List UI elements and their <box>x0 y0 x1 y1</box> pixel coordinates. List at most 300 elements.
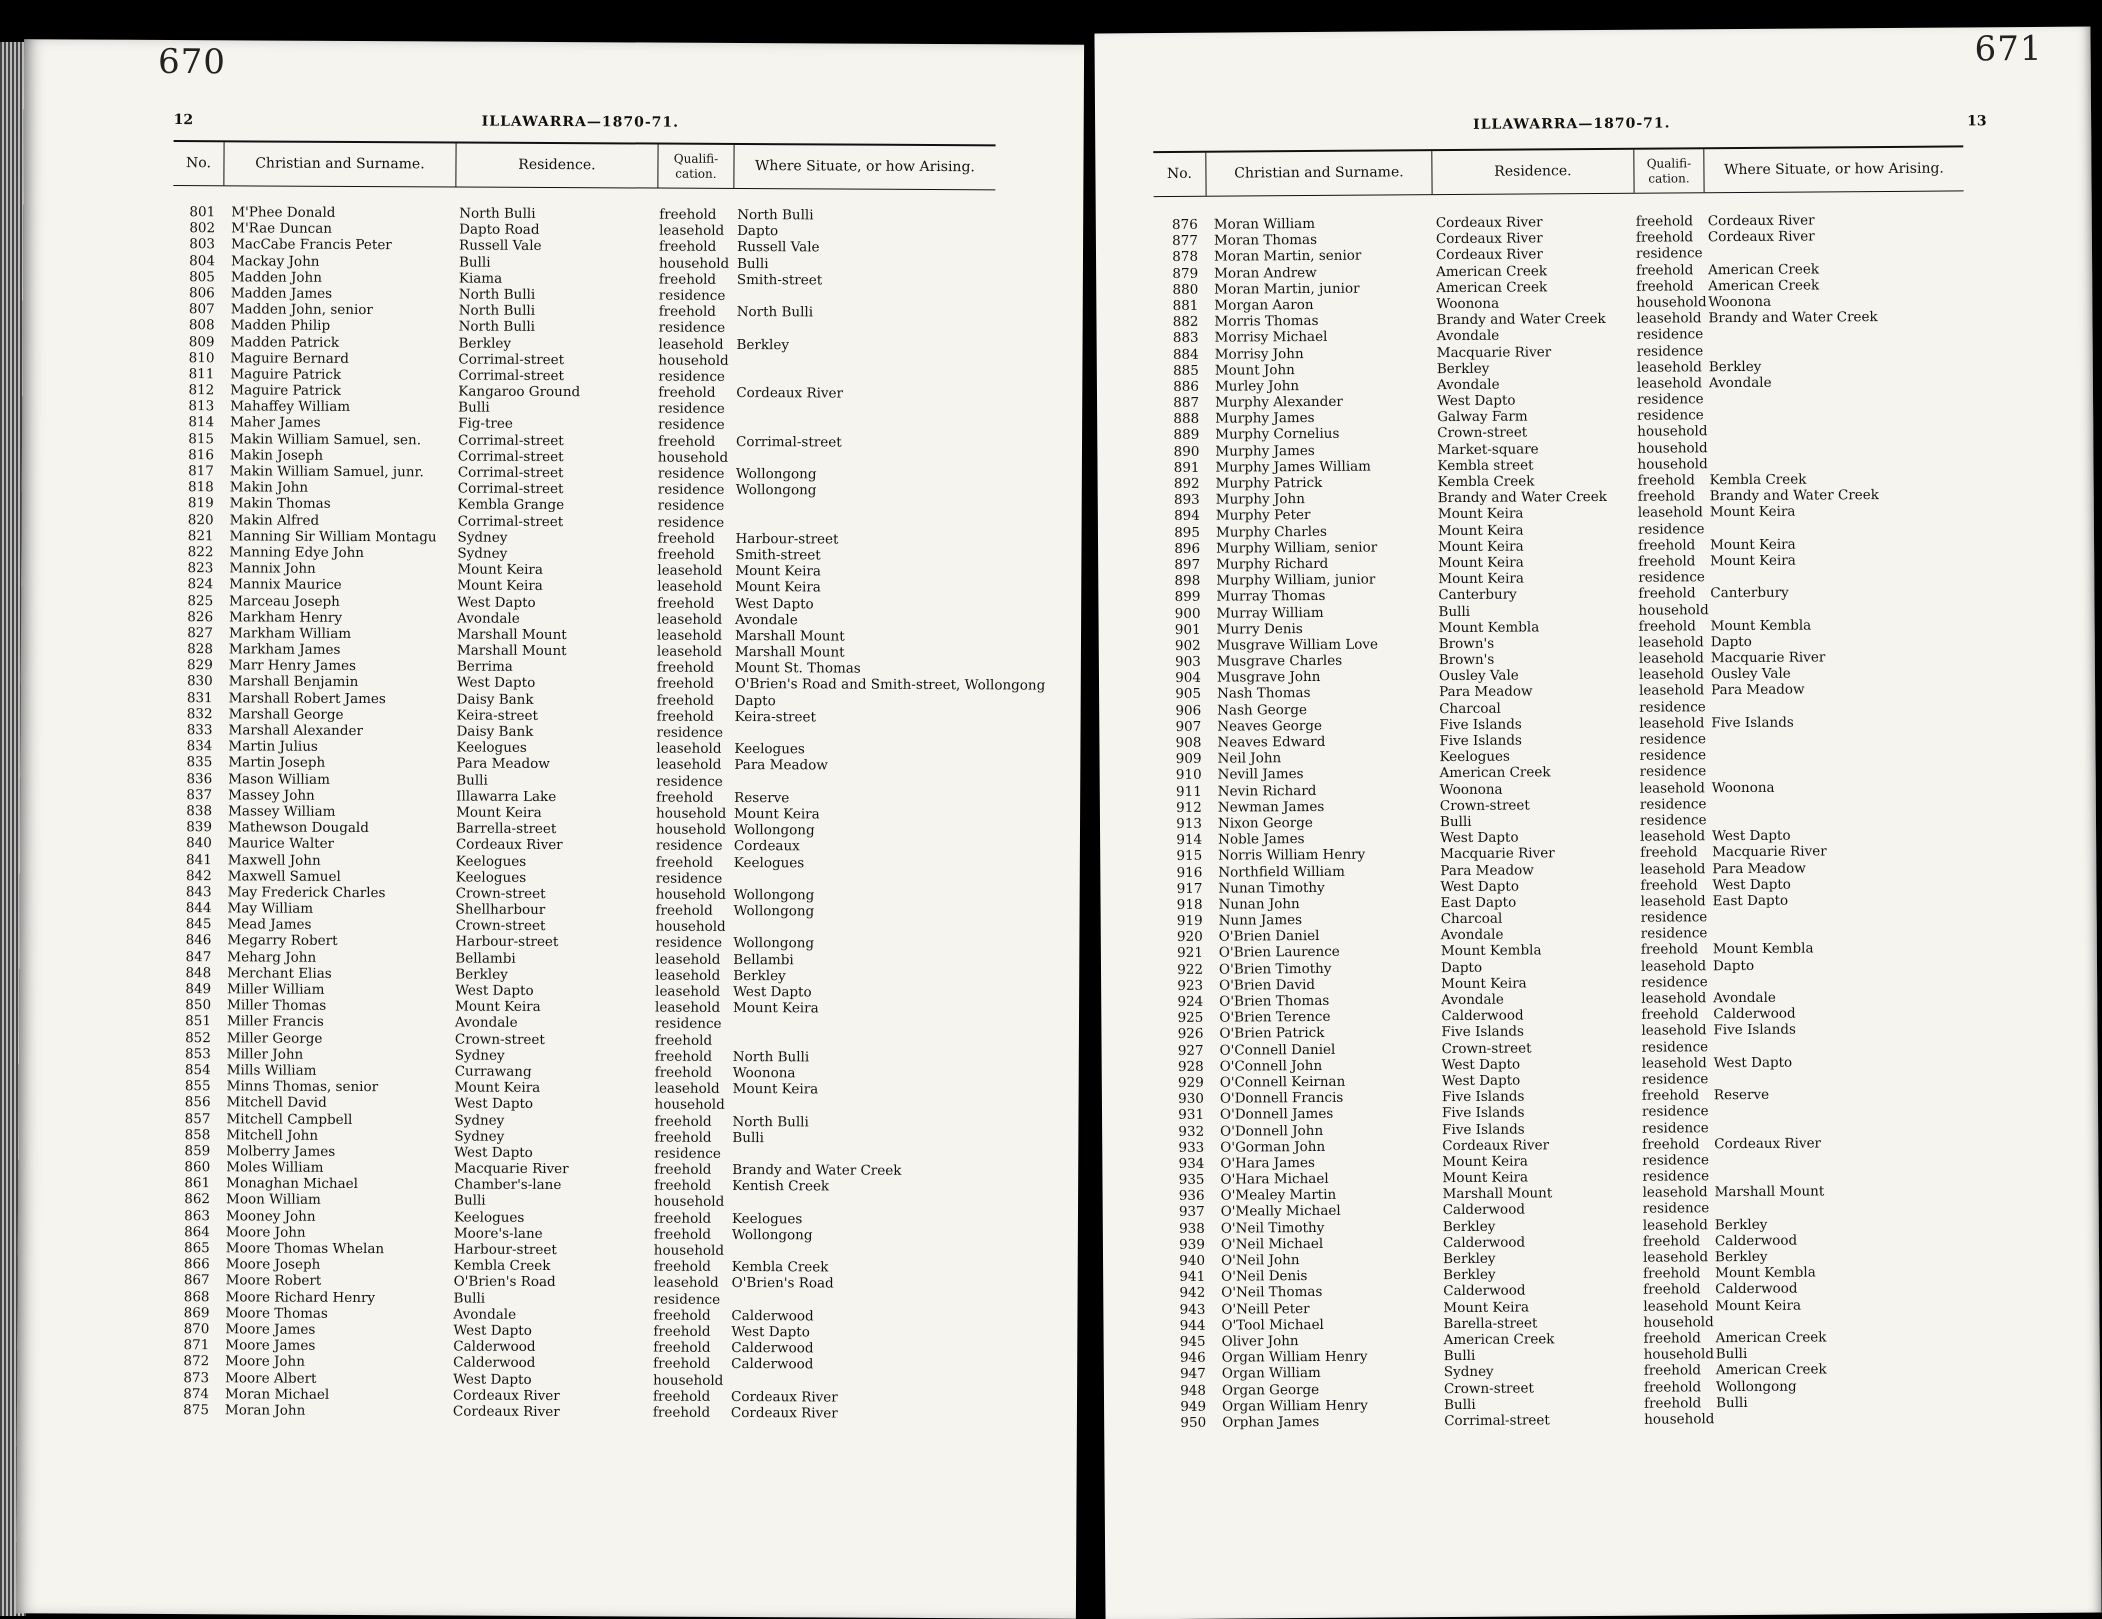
entry-qualification: residence <box>658 416 725 434</box>
entry-where: Berkley <box>1708 358 1762 375</box>
entry-residence: Chamber's-lane <box>454 1176 562 1194</box>
entry-residence: Kembla Creek <box>453 1257 551 1275</box>
entry-residence: Five Islands <box>1439 716 1522 733</box>
entry-where: Calderwood <box>731 1340 814 1357</box>
entry-where: Kentish Creek <box>732 1178 830 1195</box>
entry-qualification: household <box>655 918 726 936</box>
entry-qualification: leasehold <box>1641 1054 1707 1072</box>
entry-name: Marshall Alexander <box>228 722 363 740</box>
entry-name: Marshall George <box>228 706 344 723</box>
entry-name: Moore Robert <box>225 1272 322 1290</box>
entry-qualification: freehold <box>1636 278 1694 295</box>
entry-number: 885 <box>1172 362 1199 379</box>
entry-qualification: freehold <box>1636 261 1694 279</box>
entry-where: Cordeaux River <box>1714 1135 1822 1152</box>
entry-qualification: residence <box>658 287 726 304</box>
entry-residence: Market-square <box>1437 441 1539 458</box>
entry-name: Madden James <box>230 285 333 302</box>
entry-number: 834 <box>186 738 213 755</box>
entry-number: 873 <box>183 1369 210 1386</box>
entry-qualification: freehold <box>654 1048 713 1065</box>
entry-number: 812 <box>188 382 215 399</box>
entry-name: Madden Patrick <box>230 333 340 351</box>
entry-where <box>730 774 992 792</box>
entry-name: O'Donnell John <box>1220 1122 1324 1140</box>
entry-residence: Dapto Road <box>459 221 540 239</box>
entry-residence: Bellambi <box>455 950 516 967</box>
entry-number: 882 <box>1172 313 1199 331</box>
header-where: Where Situate, or how Arising. <box>1703 147 1963 192</box>
entry-number: 828 <box>187 641 213 658</box>
entry-name: Mitchell Campbell <box>226 1110 353 1128</box>
entry-residence: Crown-street <box>455 917 546 935</box>
entry-where <box>1710 1150 1970 1168</box>
entry-where: Wollongong <box>731 1226 813 1244</box>
entry-name: Makin Alfred <box>229 511 320 529</box>
entry-residence: Sydney <box>454 1047 505 1064</box>
entry-number: 853 <box>184 1045 211 1062</box>
entry-name: Massey William <box>228 803 336 820</box>
entry-qualification: leasehold <box>1636 358 1702 376</box>
entry-residence: Currawang <box>454 1063 532 1080</box>
entry-residence: Calderwood <box>453 1338 536 1356</box>
entry-qualification: leasehold <box>1643 1297 1709 1315</box>
entry-qualification: leasehold <box>653 1274 719 1292</box>
entry-where <box>729 1016 991 1034</box>
entry-residence: Mount Keira <box>1441 975 1527 992</box>
entry-qualification: freehold <box>658 303 716 320</box>
entry-name: Murphy William, senior <box>1216 539 1378 557</box>
entry-name: Musgrave William Love <box>1216 636 1379 654</box>
entry-name: Moran Thomas <box>1213 232 1318 249</box>
entry-where: Marshall Mount <box>734 627 845 645</box>
entry-number: 888 <box>1173 411 1200 428</box>
entry-number: 862 <box>184 1191 211 1208</box>
entry-number: 948 <box>1180 1382 1207 1399</box>
entry-number: 928 <box>1177 1058 1204 1075</box>
entry-number: 822 <box>187 544 214 561</box>
entry-number: 860 <box>184 1159 211 1176</box>
entry-where: Canterbury <box>1710 584 1789 602</box>
entry-where: American Creek <box>1708 261 1820 278</box>
entry-name: Moran Andrew <box>1214 264 1317 282</box>
entry-name: Madden John, senior <box>230 301 373 319</box>
entry-residence: Kembla Grange <box>457 496 565 514</box>
entry-name: Murphy William, junior <box>1216 571 1376 589</box>
entry-number: 894 <box>1174 508 1200 525</box>
entry-where: Avondale <box>1708 374 1772 392</box>
entry-qualification: household <box>1637 423 1708 441</box>
entry-qualification: household <box>658 352 729 369</box>
entry-number: 905 <box>1175 686 1202 703</box>
entry-where <box>728 1243 990 1261</box>
entry-name: Moran Michael <box>224 1385 330 1403</box>
entry-qualification: leasehold <box>1640 957 1707 975</box>
entry-residence: Calderwood <box>1443 1282 1526 1300</box>
right-page-number: 13 <box>1967 113 1987 130</box>
entry-where: Brandy and Water Creek <box>732 1162 902 1179</box>
entry-where <box>1710 1069 1970 1087</box>
entry-qualification: residence <box>1636 326 1704 344</box>
entry-qualification: residence <box>1639 795 1707 813</box>
entry-residence: Berkley <box>1442 1250 1496 1268</box>
entry-where <box>1705 454 1965 472</box>
entry-where <box>1711 1312 1971 1330</box>
entry-where: American Creek <box>1715 1329 1827 1347</box>
entry-number: 801 <box>189 204 216 221</box>
entry-qualification: freehold <box>1643 1394 1702 1412</box>
entry-name: Murphy Alexander <box>1215 393 1343 411</box>
entry-name: Molberry James <box>226 1143 336 1160</box>
entry-number: 938 <box>1178 1220 1205 1237</box>
entry-number: 943 <box>1179 1301 1206 1318</box>
entry-name: Madden Philip <box>230 317 331 335</box>
entry-where: West Dapto <box>1712 827 1791 845</box>
entry-qualification: household <box>656 805 727 822</box>
entry-residence: Five Islands <box>1441 1088 1525 1106</box>
entry-qualification: household <box>1643 1313 1714 1331</box>
entry-name: Moore Joseph <box>225 1256 321 1273</box>
entry-residence: Corrimal-street <box>458 351 565 368</box>
entry-number: 892 <box>1173 475 1200 492</box>
entry-qualification: leasehold <box>1640 893 1706 910</box>
entry-where <box>732 417 994 435</box>
entry-number: 859 <box>184 1142 211 1160</box>
entry-qualification: freehold <box>657 546 715 563</box>
entry-number: 924 <box>1177 993 1204 1010</box>
entry-where <box>1710 1102 1970 1120</box>
entry-residence: Cordeaux River <box>1435 230 1543 248</box>
entry-residence: Para Meadow <box>1440 861 1534 879</box>
entry-qualification: residence <box>653 1291 721 1308</box>
entry-residence: West Dapto <box>1440 829 1519 847</box>
entry-name: Maurice Walter <box>227 835 335 853</box>
entry-residence: West Dapto <box>1441 1056 1521 1073</box>
entry-qualification: residence <box>658 319 726 337</box>
entry-where: Mount Kembla <box>1710 617 1812 634</box>
entry-residence: North Bulli <box>459 205 536 222</box>
entry-qualification: leasehold <box>659 222 725 240</box>
entry-where: West Dapto <box>733 983 812 1001</box>
entry-qualification: household <box>1638 601 1709 619</box>
entry-name: Miller John <box>226 1046 304 1063</box>
entry-number: 934 <box>1178 1155 1205 1172</box>
entry-number: 827 <box>187 624 214 642</box>
entry-where <box>1704 244 1964 262</box>
entry-residence: Bulli <box>458 399 490 416</box>
entry-qualification: freehold <box>1640 941 1699 959</box>
entry-residence: Mount Keira <box>1442 1153 1529 1170</box>
entry-name: Morrisy Michael <box>1214 329 1328 346</box>
entry-residence: Corrimal-street <box>458 367 565 384</box>
entry-number: 886 <box>1173 378 1199 395</box>
entry-name: Maher James <box>230 414 321 432</box>
entry-qualification: freehold <box>1643 1330 1701 1347</box>
entry-number: 896 <box>1174 540 1201 557</box>
entry-qualification: leasehold <box>656 643 723 660</box>
entry-name: Neil John <box>1217 750 1282 767</box>
entry-name: Maxwell Samuel <box>227 868 341 885</box>
entry-number: 919 <box>1176 912 1203 930</box>
entry-where <box>1709 924 1969 942</box>
entry-qualification: freehold <box>654 1113 712 1130</box>
entry-where: Keira-street <box>734 708 816 726</box>
entry-name: Maguire Patrick <box>230 366 342 383</box>
entry-qualification: freehold <box>656 789 714 806</box>
entry-number: 835 <box>186 754 213 771</box>
entry-number: 915 <box>1176 848 1203 865</box>
entry-number: 906 <box>1175 702 1202 719</box>
entry-number: 824 <box>187 576 214 593</box>
entry-residence: Bulli <box>1443 1347 1476 1365</box>
entry-qualification: residence <box>654 1145 721 1162</box>
entry-where: Bulli <box>732 1129 765 1146</box>
entry-where: Mount St. Thomas <box>734 660 861 677</box>
entry-number: 851 <box>185 1013 212 1030</box>
entry-residence: Sydney <box>454 1112 505 1129</box>
entry-residence: Kangaroo Ground <box>458 383 581 401</box>
entry-residence: Macquarie River <box>454 1160 569 1178</box>
entry-name: Murphy James William <box>1215 458 1372 476</box>
entry-name: Murphy Cornelius <box>1215 426 1340 444</box>
entry-name: Musgrave John <box>1216 669 1321 686</box>
entry-residence: Calderwood <box>453 1354 536 1372</box>
entry-name: Marshall Benjamin <box>228 673 359 691</box>
entry-number: 803 <box>189 236 216 253</box>
entry-residence: Calderwood <box>1442 1234 1526 1251</box>
entry-number: 944 <box>1179 1317 1206 1334</box>
entry-qualification: residence <box>1638 569 1705 586</box>
entry-where <box>1711 1199 1971 1217</box>
entry-where: Reserve <box>734 789 790 807</box>
entry-name: Moore James <box>225 1321 316 1338</box>
entry-residence: Mount Keira <box>1443 1299 1530 1316</box>
entry-name: Norris William Henry <box>1218 846 1366 864</box>
entry-name: Morrisy John <box>1214 345 1304 363</box>
entry-residence: American Creek <box>1443 1331 1555 1349</box>
entry-name: Maguire Bernard <box>230 350 349 367</box>
entry-qualification: leasehold <box>1637 504 1703 522</box>
entry-residence: Bulli <box>458 254 491 271</box>
entry-where: American Creek <box>1715 1361 1827 1379</box>
entry-where <box>730 725 992 743</box>
entry-name: O'Connell Keirnan <box>1219 1073 1346 1091</box>
entry-name: Organ William <box>1221 1365 1321 1382</box>
entry-name: Nunan John <box>1218 895 1300 913</box>
entry-qualification: residence <box>655 934 723 952</box>
entry-name: Miller George <box>226 1029 323 1047</box>
entry-where <box>1710 1118 1970 1136</box>
entry-residence: Daisy Bank <box>456 691 534 708</box>
entry-where: Keelogues <box>731 1210 803 1227</box>
entry-where: West Dapto <box>735 595 814 612</box>
entry-qualification: leasehold <box>1640 860 1706 878</box>
entry-number: 808 <box>188 317 215 334</box>
entry-name: Massey John <box>228 787 315 804</box>
entry-qualification: household <box>1636 294 1707 311</box>
entry-name: Organ William Henry <box>1222 1397 1368 1415</box>
entry-where: O'Brien's Road and Smith-street, Wollongong <box>734 676 1046 695</box>
entry-where <box>1705 406 1965 424</box>
entry-qualification: leasehold <box>1642 1216 1708 1234</box>
entry-where: Corrimal-street <box>735 433 842 451</box>
entry-name: Neaves George <box>1217 717 1323 735</box>
entry-qualification: leasehold <box>655 967 721 984</box>
entry-residence: Avondale <box>1436 327 1500 345</box>
entry-where: North Bulli <box>737 206 814 224</box>
entry-number: 864 <box>184 1223 210 1241</box>
entry-where: Keelogues <box>733 854 805 871</box>
entry-residence: Brown's <box>1438 651 1495 669</box>
entry-qualification: residence <box>1639 763 1707 781</box>
left-folio: 670 <box>157 41 227 83</box>
left-running-head: ILLAWARRA—1870-71. <box>481 113 680 131</box>
entry-qualification: leasehold <box>657 578 723 596</box>
entry-qualification: residence <box>1641 1071 1709 1088</box>
entry-qualification: freehold <box>1638 553 1696 570</box>
entry-number: 895 <box>1174 524 1201 541</box>
entry-name: O'Neil Denis <box>1221 1268 1308 1285</box>
entry-residence: West Dapto <box>453 1371 532 1388</box>
entry-qualification: freehold <box>1642 1233 1701 1250</box>
entry-residence: Barella-street <box>1443 1315 1538 1332</box>
entry-name: Moran Martin, senior <box>1213 248 1362 266</box>
entry-residence: West Dapto <box>454 1095 534 1113</box>
entry-name: Neaves Edward <box>1217 733 1326 751</box>
entry-qualification: residence <box>1639 731 1707 748</box>
entry-name: Markham James <box>228 641 341 658</box>
entry-name: O'Gorman John <box>1220 1138 1326 1156</box>
entry-where: Macquarie River <box>1710 649 1826 667</box>
entry-residence: Charcoal <box>1439 700 1501 717</box>
entry-residence: Fig-tree <box>458 415 513 433</box>
entry-number: 910 <box>1175 767 1202 784</box>
entry-residence: Corrimal-street <box>457 448 564 465</box>
entry-residence: Russell Vale <box>459 237 542 255</box>
entry-residence: Woonona <box>1436 295 1500 313</box>
entry-number: 902 <box>1174 637 1201 654</box>
entry-qualification: residence <box>1641 1038 1709 1056</box>
entry-residence: Mount Keira <box>1438 570 1524 588</box>
entry-residence: American Creek <box>1436 279 1548 296</box>
entry-where <box>732 515 994 533</box>
entry-residence: West Dapto <box>454 1144 533 1161</box>
entry-qualification: freehold <box>653 1355 711 1373</box>
entry-residence: Para Meadow <box>1439 683 1533 701</box>
entry-name: M'Rae Duncan <box>231 220 333 238</box>
entry-name: O'Neil Thomas <box>1221 1284 1323 1302</box>
entry-where <box>1707 746 1967 764</box>
entry-name: Maxwell John <box>227 851 321 869</box>
entry-where: Wollongong <box>1715 1378 1797 1395</box>
entry-where <box>1709 907 1969 925</box>
entry-number: 845 <box>185 916 212 933</box>
entry-residence: Calderwood <box>1442 1201 1525 1219</box>
entry-qualification: freehold <box>654 1064 712 1081</box>
entry-where <box>1705 341 1965 359</box>
entry-name: O'Neil Timothy <box>1220 1219 1325 1237</box>
entry-number: 920 <box>1176 929 1203 946</box>
entry-name: O'Meally Michael <box>1220 1203 1341 1221</box>
entry-where: Five Islands <box>1713 1021 1796 1039</box>
entry-number: 856 <box>184 1094 211 1111</box>
entry-qualification: leasehold <box>1636 310 1702 327</box>
entry-residence: O'Brien's Road <box>453 1273 556 1291</box>
entry-where <box>727 1372 989 1390</box>
entry-number: 941 <box>1179 1268 1206 1286</box>
entry-number: 887 <box>1173 394 1200 412</box>
entry-where: Calderwood <box>1713 1005 1796 1023</box>
entry-number: 858 <box>184 1126 211 1143</box>
entry-residence: Berkley <box>1442 1218 1496 1235</box>
entry-residence: Crown-street <box>455 885 546 902</box>
entry-residence: Shellharbour <box>455 901 546 919</box>
entry-number: 804 <box>189 252 216 269</box>
entry-qualification: freehold <box>656 708 714 725</box>
entry-where: East Dapto <box>1712 892 1789 910</box>
entry-where: Avondale <box>735 611 798 628</box>
entry-residence: American Creek <box>1439 764 1551 782</box>
entry-qualification: freehold <box>1635 229 1694 246</box>
entry-where <box>1706 600 1966 618</box>
entry-where: Macquarie River <box>1712 843 1827 861</box>
entry-name: Makin Thomas <box>229 495 331 513</box>
entry-residence: Sydney <box>457 529 508 546</box>
entry-qualification: leasehold <box>655 999 721 1017</box>
entry-qualification: residence <box>655 870 723 887</box>
entry-where: Dapto <box>734 692 776 709</box>
entry-number: 805 <box>189 268 215 285</box>
entry-number: 823 <box>187 560 214 577</box>
entry-where <box>1707 729 1967 747</box>
entry-number: 839 <box>186 819 213 836</box>
entry-residence: Five Islands <box>1442 1121 1525 1138</box>
entry-name: O'Brien David <box>1219 976 1316 994</box>
entry-residence: Canterbury <box>1438 586 1517 604</box>
entry-where: West Dapto <box>1712 876 1791 893</box>
entry-name: Murphy John <box>1215 491 1305 508</box>
entry-qualification: residence <box>1640 909 1708 926</box>
entry-name: Mills William <box>226 1062 317 1079</box>
entry-residence: Bulli <box>1439 813 1472 831</box>
entry-name: Oliver John <box>1221 1333 1299 1350</box>
entry-name: Mannix John <box>229 560 316 577</box>
entry-name: Organ George <box>1221 1381 1320 1399</box>
entry-where <box>1712 1409 1972 1427</box>
entry-qualification: freehold <box>653 1258 711 1276</box>
entry-number: 936 <box>1178 1188 1205 1205</box>
entry-where <box>1705 438 1965 456</box>
entry-where: Para Meadow <box>1711 681 1805 699</box>
entry-qualification: freehold <box>659 206 717 223</box>
entry-number: 821 <box>187 527 214 544</box>
entry-number: 908 <box>1175 734 1202 751</box>
entry-qualification: household <box>653 1242 725 1259</box>
entry-name: O'Tool Michael <box>1221 1316 1324 1334</box>
entry-where: O'Brien's Road <box>731 1275 834 1292</box>
header-name: Christian and Surname. <box>1205 151 1431 196</box>
entry-where: North Bulli <box>732 1113 809 1130</box>
entry-qualification: household <box>654 1096 725 1114</box>
entry-number: 907 <box>1175 718 1202 735</box>
entry-qualification: residence <box>656 724 724 741</box>
entry-residence: Harbour-street <box>453 1241 557 1259</box>
entry-where <box>1705 325 1965 343</box>
entry-qualification: residence <box>1637 520 1705 538</box>
entry-name: O'Brien Patrick <box>1219 1025 1325 1043</box>
table-row <box>167 1402 989 1422</box>
entry-residence: Mount Keira <box>457 561 543 579</box>
